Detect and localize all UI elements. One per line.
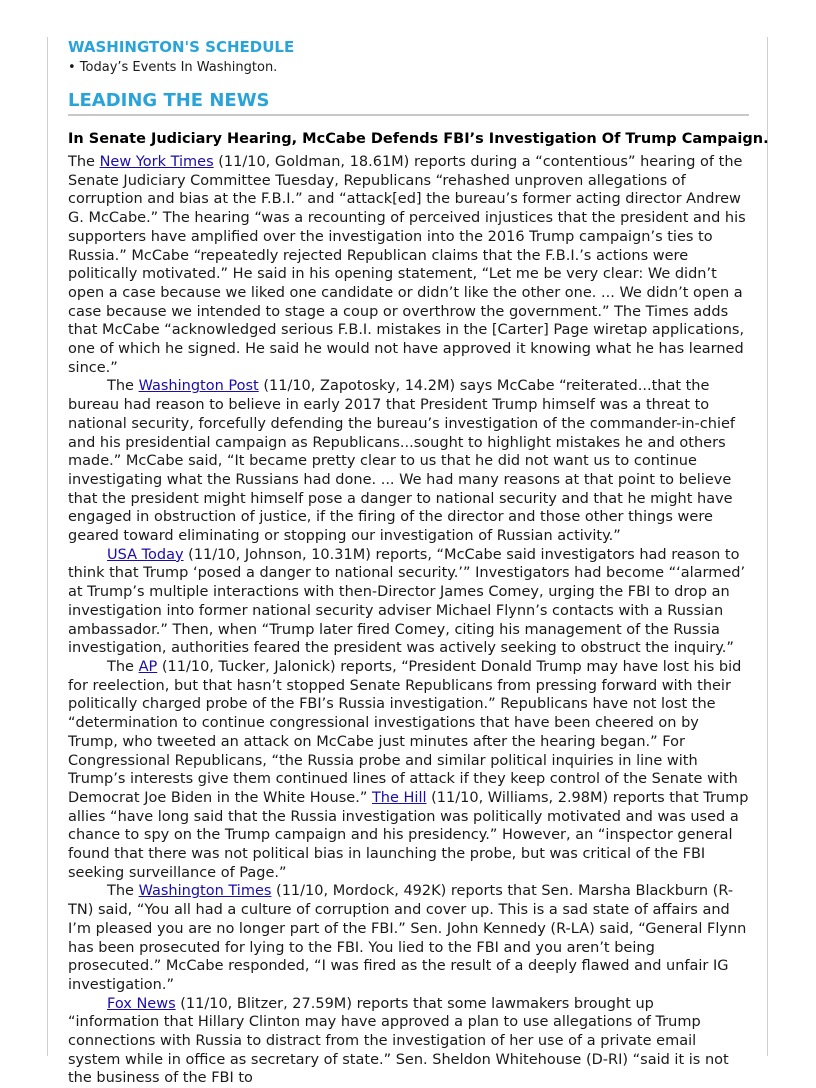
article-paragraph: [68, 377, 749, 545]
paragraph-text: The: [107, 883, 139, 900]
article-paragraph: [68, 995, 749, 1088]
paragraph-text: (11/10, Goldman, 18.61M) reports during a “contentious” hearing of the Senate Judiciary Committee Tuesday, Republicans “rehashed unproven allegations of corruption and bias at the F.B.I.” and “attack[ed] the bureau’s former acting director Andrew G. McCabe.” The hearing “was a recounting of perceived injustices that the president and his supporters have amplified over the investigation into the 2016 Trump campaign’s ties to Russia.” McCabe “repeatedly rejected Republican claims that the F.B.I.’s actions were politically motivated.” He said in his opening statement, “Let me be very clear: We didn’t open a case because we liked one candidate or didn’t like the other one. ... We didn’t open a case because we intended to stage a coup or overthrow the government.” The Times adds that McCabe “acknowledged serious F.B.I. mistakes in the [Carter] Page wiretap applications, one of which he signed. He said he would not have approved it knowing what he has learned since.”: [68, 154, 746, 376]
article-paragraph: [68, 546, 749, 658]
article-title: In Senate Judiciary Hearing, McCabe Defends FBI’s Investigation Of Trump Campaign.: [68, 131, 769, 147]
source-link-new-york-times[interactable]: New York Times: [99, 154, 214, 170]
paragraph-text: The: [107, 658, 139, 675]
source-link-washington-times[interactable]: Washington Times: [138, 883, 272, 900]
paragraph-text: (11/10, Tucker, Jalonick) reports, “President Donald Trump may have lost his bid for reelection, but that hasn’t stopped Senate Republicans from pressing forward with their politically charged probe of the FBI’s Russia investigation.” Republicans have not lost the “determination to continue congressional investigations that have been cheered on by Trump, who tweeted an attack on McCabe just minutes after the hearing began.” For Congressional Republicans, “the Russia probe and similar political inquiries in line with Trump’s interests give them continued lines of attack if they keep control of the Senate with Democrat Joe Biden in the White House.”: [68, 658, 742, 806]
newsletter-content: [68, 37, 769, 1088]
source-link-fox-news[interactable]: Fox News: [107, 995, 176, 1012]
paragraph-text: (11/10, Williams, 2.98M) reports that Trump allies “have long said that the Russia investigation was politically motivated and was used a chance to spy on the Trump campaign and his presidency.” However, an “inspector general found that there was not political bias in launching the probe, but was critical of the FBI seeking surveillance of Page.”: [68, 789, 749, 881]
article-paragraph: [68, 882, 749, 994]
source-link-washington-post[interactable]: Washington Post: [138, 378, 259, 395]
leading-the-news-heading: LEADING THE NEWS: [68, 89, 749, 116]
source-link-usa-today[interactable]: USA Today: [107, 546, 184, 563]
todays-events-link[interactable]: • Today’s Events In Washington.: [68, 60, 278, 75]
article: [68, 130, 769, 1088]
article-paragraph: [68, 658, 749, 882]
article-paragraph: [68, 153, 749, 377]
washington-schedule-heading: WASHINGTON'S SCHEDULE: [68, 38, 295, 56]
source-link-ap[interactable]: AP: [138, 658, 158, 675]
paragraph-text: (11/10, Mordock, 492K) reports that Sen. Marsha Blackburn (R-TN) said, “You all had a culture of corruption and cover up. This is a sad state of affairs and I’m pleased you are no longer part of the FBI.” Sen. John Kennedy (R-LA) said, “General Flynn has been prosecuted for lying to the FBI. You lied to the FBI and you aren’t being prosecuted.” McCabe responded, “I was fired as the result of a deeply flawed and unfair IG investigation.”: [68, 883, 747, 993]
paragraph-text: The: [107, 378, 139, 395]
paragraph-text: (11/10, Blitzer, 27.59M) reports that some lawmakers brought up “information that Hillary Clinton may have approved a plan to use allegations of Trump connections with Russia to distract from the investigation of her use of a private email system while in office as secretary of state.” Sen. Sheldon Whitehouse (D-RI) “said it is not the business of the FBI to: [68, 995, 729, 1087]
paragraph-text: The: [68, 154, 100, 170]
paragraph-text: (11/10, Johnson, 10.31M) reports, “McCabe said investigators had reason to think that Trump ‘posed a danger to national security.’” Investigators had become “‘alarmed’ at Trump’s multiple interactions with then-Director James Comey, urging the FBI to drop an investigation into former national security adviser Michael Flynn’s contacts with a Russian ambassador.” Then, when “Trump later fired Comey, citing his management of the Russia investigation, authorities feared the president was actively seeking to obstruct the inquiry.”: [68, 546, 746, 657]
washington-schedule-section: [68, 37, 749, 77]
paragraph-text: (11/10, Zapotosky, 14.2M) says McCabe “reiterated...that the bureau had reason to believe in early 2017 that President Trump himself was a threat to national security, forcefully defending the bureau’s investigation of the commander-in-chief and his presidential campaign as Republicans...sought to highlight mistakes he and others made.” McCabe said, “It became pretty clear to us that he did not want us to continue investigating what the Russians had done. ... We had many reasons at that point to believe that the president might himself pose a danger to national security and that he might have engaged in obstruction of justice, if the firing of the director and those other things were geared toward eliminating or stopping our investigation of Russian activity.”: [68, 378, 736, 545]
source-link-the-hill[interactable]: The Hill: [371, 789, 427, 806]
